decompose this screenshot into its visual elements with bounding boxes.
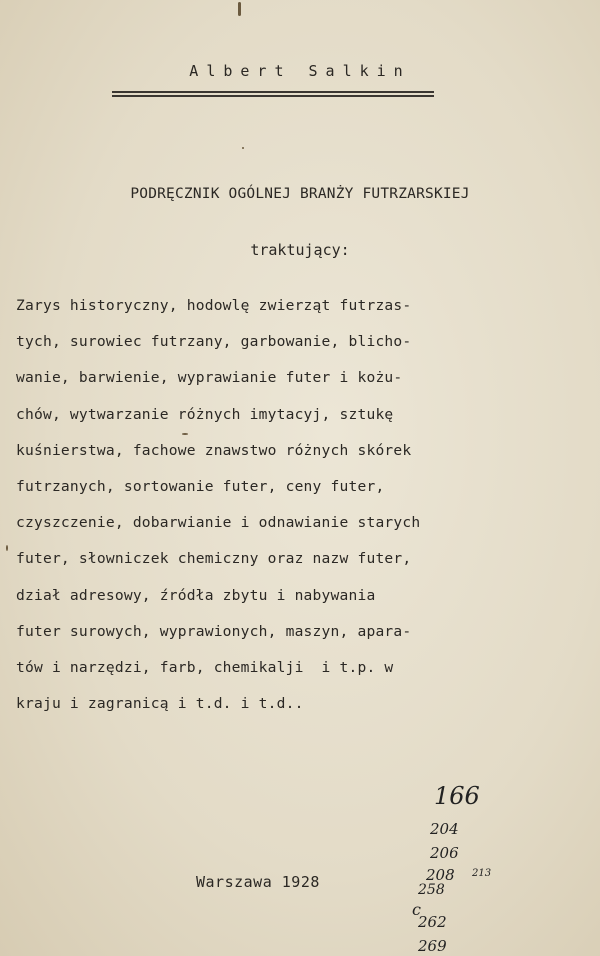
description-line: futrzanych, sortowanie futer, ceny futer, <box>16 477 385 495</box>
book-title: PODRĘCZNIK OGÓLNEJ BRANŻY FUTRZARSKIEJ <box>130 186 470 202</box>
handwritten-number: 208 <box>426 866 455 884</box>
description-line: czyszczenie, dobarwianie i odnawianie starych <box>16 514 421 532</box>
description-line: chów, wytwarzanie różnych imytacyj, sztukę <box>16 405 394 423</box>
paper-speck <box>182 433 188 435</box>
author-name: Albert Salkin <box>189 62 411 80</box>
contents-description <box>16 296 576 730</box>
handwritten-number: 206 <box>430 844 459 862</box>
description-line: wanie, barwienie, wyprawianie futer i kożu- <box>16 369 403 387</box>
description-line: futer surowych, wyprawionych, maszyn, apara- <box>16 622 412 640</box>
paper-speck <box>242 147 244 149</box>
double-rule-top <box>112 91 434 93</box>
description-line: tów i narzędzi, farb, chemikalji i t.p. w <box>16 658 394 676</box>
description-line: futer, słowniczek chemiczny oraz nazw futer, <box>16 550 412 568</box>
handwritten-number: 269 <box>418 937 447 955</box>
book-subtitle: traktujący: <box>250 241 350 259</box>
handwritten-number: 213 <box>472 868 492 879</box>
paper-speck <box>238 2 241 16</box>
place-and-year: Warszawa 1928 <box>196 873 320 891</box>
paper-speck <box>6 545 8 551</box>
handwritten-number: 262 <box>418 913 447 931</box>
handwritten-number: 166 <box>434 782 480 810</box>
handwritten-number: 204 <box>430 820 459 838</box>
double-rule-bottom <box>112 95 434 97</box>
description-line: dział adresowy, źródła zbytu i nabywania <box>16 586 376 604</box>
handwritten-mark: c <box>412 900 421 919</box>
handwritten-number: 258 <box>418 882 445 898</box>
description-line: tych, surowiec futrzany, garbowanie, blicho- <box>16 333 412 351</box>
description-line: Zarys historyczny, hodowlę zwierząt futrzas- <box>16 297 412 314</box>
description-line: kuśnierstwa, fachowe znawstwo różnych skórek <box>16 441 412 459</box>
handwritten-notes <box>412 782 522 956</box>
description-line: kraju i zagranicą i t.d. i t.d.. <box>16 695 304 713</box>
